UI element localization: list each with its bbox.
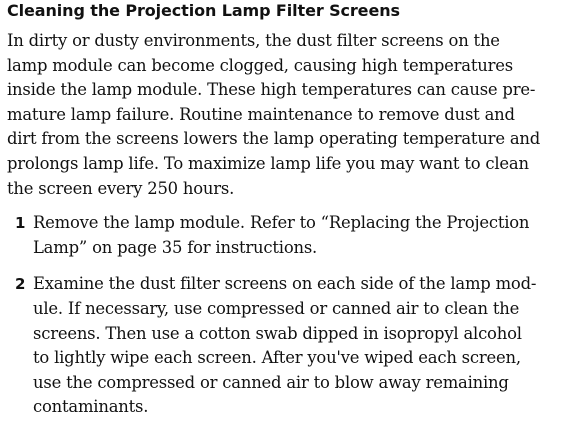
- step-2: [7, 272, 569, 420]
- step-line: Lamp” on page 35 for instructions.: [33, 237, 318, 257]
- intro-paragraph: [7, 29, 569, 201]
- intro-line: mature lamp failure. Routine maintenance to remove dust and: [7, 104, 515, 124]
- section-heading: Cleaning the Projection Lamp Filter Screens: [7, 1, 400, 20]
- step-line: Remove the lamp module. Refer to “Replacing the Projection: [33, 213, 530, 233]
- intro-line: In dirty or dusty environments, the dust filter screens on the: [7, 31, 500, 50]
- intro-line: inside the lamp module. These high temperatures can cause pre-: [7, 80, 536, 100]
- step-number: 1: [15, 214, 26, 233]
- step-number: 2: [15, 275, 26, 294]
- step-line: use the compressed or canned air to blow away remaining: [33, 372, 509, 392]
- step-1: [7, 211, 569, 260]
- step-line: screens. Then use a cotton swab dipped in isopropyl alcohol: [33, 323, 522, 343]
- step-line: ule. If necessary, use compressed or canned air to clean the: [33, 298, 520, 318]
- step-text: [33, 272, 569, 420]
- intro-line: lamp module can become clogged, causing high temperatures: [7, 55, 513, 75]
- intro-line: dirt from the screens lowers the lamp operating temperature and: [7, 129, 541, 149]
- step-text: [33, 211, 569, 260]
- intro-line: prolongs lamp life. To maximize lamp life you may want to clean: [7, 153, 529, 173]
- document-page: [7, 0, 569, 420]
- step-line: contaminants.: [33, 397, 149, 417]
- step-line: Examine the dust filter screens on each side of the lamp mod-: [33, 274, 537, 294]
- step-line: to lightly wipe each screen. After you've wiped each screen,: [33, 348, 521, 368]
- intro-line: the screen every 250 hours.: [7, 178, 235, 198]
